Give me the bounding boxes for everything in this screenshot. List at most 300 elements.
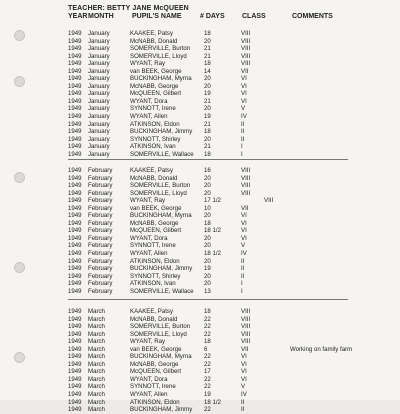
- cell-year: 1949: [68, 143, 82, 151]
- cell-days: 18: [204, 60, 211, 68]
- cell-class: VI: [241, 234, 247, 242]
- cell-year: 1949: [68, 257, 82, 265]
- cell-pupil-name: van BEEK, George: [130, 345, 182, 353]
- cell-year: 1949: [68, 234, 82, 242]
- cell-pupil-name: WYANT, Ray: [130, 60, 166, 68]
- cell-month: February: [88, 167, 113, 174]
- table-row: [68, 235, 388, 243]
- table-row: [68, 338, 388, 346]
- col-year: YEAR: [68, 13, 88, 20]
- cell-pupil-name: SOMERVILLE, Wallace: [130, 287, 194, 295]
- cell-days: 19: [204, 265, 211, 273]
- cell-month: February: [88, 250, 113, 258]
- cell-class: VI: [241, 75, 247, 83]
- cell-class: VIII: [241, 189, 251, 197]
- cell-month: March: [88, 338, 105, 346]
- table-row: [68, 90, 388, 98]
- cell-year: 1949: [68, 45, 82, 53]
- cell-class: VI: [241, 360, 247, 368]
- cell-year: 1949: [68, 135, 82, 143]
- cell-days: 20: [204, 182, 211, 190]
- cell-month: February: [88, 204, 113, 212]
- cell-days: 18: [204, 128, 211, 136]
- table-row: [68, 167, 388, 175]
- cell-days: 18: [204, 150, 211, 158]
- month-block: [68, 308, 388, 414]
- cell-month: March: [88, 368, 105, 376]
- cell-year: 1949: [68, 150, 82, 158]
- cell-pupil-name: SOMERVILLE, Lloyd: [130, 52, 187, 60]
- cell-pupil-name: ATKINSON, Eldon: [130, 398, 180, 406]
- cell-class: VII: [241, 204, 249, 212]
- cell-class: V: [241, 105, 246, 113]
- cell-year: 1949: [68, 167, 82, 174]
- col-class: CLASS: [242, 13, 266, 20]
- cell-days: 21: [204, 143, 211, 151]
- cell-month: January: [88, 105, 110, 113]
- cell-pupil-name: ATKINSON, Ivan: [130, 280, 176, 288]
- cell-year: 1949: [68, 308, 82, 315]
- cell-days: 16: [204, 167, 211, 174]
- table-row: [68, 220, 388, 228]
- cell-class: VIII: [241, 174, 251, 182]
- month-block: [68, 167, 388, 295]
- cell-class: VI: [241, 97, 247, 105]
- table-row: [68, 227, 388, 235]
- cell-class: VIII: [241, 30, 251, 37]
- table-row: [68, 258, 388, 266]
- cell-class: VIII: [241, 308, 251, 315]
- table-row: [68, 105, 388, 113]
- cell-class: II: [241, 128, 245, 136]
- cell-year: 1949: [68, 113, 82, 121]
- cell-year: 1949: [68, 280, 82, 288]
- table-row: [68, 242, 388, 250]
- cell-days: 20: [204, 82, 211, 90]
- cell-days: 22: [204, 406, 211, 414]
- cell-comment: Working on family farm: [290, 345, 353, 353]
- cell-days: 17: [204, 368, 211, 376]
- table-row: [68, 75, 388, 83]
- cell-month: March: [88, 391, 105, 399]
- cell-month: January: [88, 30, 110, 37]
- cell-pupil-name: SYNNOTT, Irene: [130, 383, 176, 391]
- table-row: [68, 265, 388, 273]
- table-row: [68, 143, 388, 151]
- cell-year: 1949: [68, 227, 82, 235]
- cell-pupil-name: WYANT, Allen: [130, 250, 168, 258]
- cell-year: 1949: [68, 345, 82, 353]
- cell-year: 1949: [68, 272, 82, 280]
- table-row: [68, 98, 388, 106]
- table-row: [68, 383, 388, 391]
- table-row: [68, 316, 388, 324]
- table-row: [68, 53, 388, 61]
- cell-month: February: [88, 174, 113, 182]
- cell-month: January: [88, 128, 110, 136]
- cell-pupil-name: BUCKINGHAM, Jimmy: [130, 128, 193, 136]
- cell-year: 1949: [68, 391, 82, 399]
- cell-days: 22: [204, 360, 211, 368]
- cell-class: VIII: [241, 323, 251, 331]
- cell-year: 1949: [68, 120, 82, 128]
- cell-pupil-name: BUCKINGHAM, Myrna: [130, 75, 192, 83]
- table-row: [68, 288, 388, 296]
- cell-class: I: [241, 143, 243, 151]
- column-headers: [68, 13, 388, 22]
- cell-month: February: [88, 227, 113, 235]
- cell-class: VII: [241, 345, 249, 353]
- cell-year: 1949: [68, 204, 82, 212]
- cell-class: VIII: [241, 338, 251, 346]
- cell-days: 22: [204, 353, 211, 361]
- table-row: [68, 212, 388, 220]
- cell-year: 1949: [68, 30, 82, 37]
- cell-class: II: [241, 265, 245, 273]
- cell-month: February: [88, 197, 113, 205]
- cell-pupil-name: WYANT, Allen: [130, 113, 168, 121]
- cell-month: March: [88, 406, 105, 414]
- cell-class: II: [241, 120, 245, 128]
- cell-days: 6: [204, 345, 208, 353]
- cell-pupil-name: SOMERVILLE, Burton: [130, 323, 191, 331]
- cell-class: VI: [241, 368, 247, 376]
- cell-days: 18 1/2: [204, 227, 221, 235]
- table-row: [68, 136, 388, 144]
- cell-pupil-name: McNABB, Donald: [130, 174, 178, 182]
- cell-year: 1949: [68, 67, 82, 75]
- cell-pupil-name: WYANT, Dora: [130, 234, 168, 242]
- cell-month: January: [88, 60, 110, 68]
- col-comments: COMMENTS: [292, 13, 333, 20]
- cell-pupil-name: SOMERVILLE, Burton: [130, 45, 191, 53]
- cell-pupil-name: McNABB, George: [130, 82, 179, 90]
- cell-year: 1949: [68, 82, 82, 90]
- cell-month: March: [88, 353, 105, 361]
- cell-class: VIII: [241, 315, 251, 323]
- cell-month: January: [88, 150, 110, 158]
- cell-month: January: [88, 52, 110, 60]
- cell-month: March: [88, 398, 105, 406]
- cell-year: 1949: [68, 338, 82, 346]
- month-separator: [68, 299, 348, 300]
- cell-class: VIII: [241, 52, 251, 60]
- cell-pupil-name: KAAKEE, Patsy: [130, 30, 174, 37]
- cell-class: V: [241, 383, 246, 391]
- table-row: [68, 368, 388, 376]
- cell-class: II: [241, 135, 245, 143]
- cell-month: January: [88, 97, 110, 105]
- cell-days: 22: [204, 383, 211, 391]
- table-row: [68, 205, 388, 213]
- cell-month: February: [88, 189, 113, 197]
- binder-hole-icon: [14, 76, 25, 87]
- binder-hole-icon: [14, 352, 25, 363]
- table-row: [68, 250, 388, 258]
- cell-year: 1949: [68, 60, 82, 68]
- table-row: [68, 308, 388, 316]
- cell-pupil-name: WYANT, Allen: [130, 391, 168, 399]
- cell-pupil-name: van BEEK, George: [130, 204, 182, 212]
- cell-month: January: [88, 143, 110, 151]
- table-row: [68, 182, 388, 190]
- col-pupil: PUPIL'S NAME: [132, 13, 182, 20]
- cell-pupil-name: WYANT, Ray: [130, 197, 166, 205]
- month-block: [68, 30, 388, 158]
- cell-year: 1949: [68, 368, 82, 376]
- cell-class: II: [241, 398, 245, 406]
- binder-holes: [14, 0, 26, 400]
- cell-class: VI: [241, 227, 247, 235]
- cell-days: 20: [204, 105, 211, 113]
- cell-class: VIII: [241, 60, 251, 68]
- cell-month: March: [88, 330, 105, 338]
- cell-pupil-name: van BEEK, George: [130, 67, 182, 75]
- cell-days: 22: [204, 323, 211, 331]
- cell-class: IV: [241, 250, 247, 258]
- cell-days: 18: [204, 338, 211, 346]
- cell-month: March: [88, 360, 105, 368]
- table-row: [68, 128, 388, 136]
- cell-pupil-name: McNABB, George: [130, 360, 179, 368]
- table-row: [68, 175, 388, 183]
- cell-month: January: [88, 67, 110, 75]
- cell-pupil-name: BUCKINGHAM, Jimmy: [130, 265, 193, 273]
- table-row: [68, 113, 388, 121]
- cell-days: 21: [204, 120, 211, 128]
- cell-days: 20: [204, 75, 211, 83]
- cell-days: 20: [204, 242, 211, 250]
- cell-year: 1949: [68, 250, 82, 258]
- cell-pupil-name: McQUEEN, Gilbert: [130, 227, 182, 235]
- binder-hole-icon: [14, 30, 25, 41]
- cell-month: February: [88, 182, 113, 190]
- cell-class: VI: [241, 212, 247, 220]
- cell-month: January: [88, 90, 110, 98]
- cell-days: 14: [204, 67, 211, 75]
- cell-month: January: [88, 113, 110, 121]
- cell-pupil-name: SOMERVILLE, Lloyd: [130, 330, 187, 338]
- cell-year: 1949: [68, 90, 82, 98]
- cell-month: January: [88, 82, 110, 90]
- cell-year: 1949: [68, 52, 82, 60]
- table-row: [68, 151, 388, 159]
- cell-pupil-name: McNABB, Donald: [130, 315, 178, 323]
- cell-month: January: [88, 45, 110, 53]
- cell-year: 1949: [68, 197, 82, 205]
- cell-class: IV: [241, 113, 247, 121]
- cell-pupil-name: WYANT, Dora: [130, 97, 168, 105]
- cell-class: IV: [241, 391, 247, 399]
- cell-days: 17 1/2: [204, 197, 221, 205]
- cell-pupil-name: SOMERVILLE, Lloyd: [130, 189, 187, 197]
- col-month: MONTH: [88, 13, 114, 20]
- cell-year: 1949: [68, 212, 82, 220]
- cell-pupil-name: WYANT, Dora: [130, 375, 168, 383]
- cell-year: 1949: [68, 383, 82, 391]
- cell-days: 18: [204, 308, 211, 315]
- cell-month: March: [88, 345, 105, 353]
- table-row: [68, 406, 388, 414]
- cell-month: February: [88, 272, 113, 280]
- cell-month: January: [88, 120, 110, 128]
- table-row: [68, 323, 388, 331]
- cell-year: 1949: [68, 353, 82, 361]
- cell-month: January: [88, 75, 110, 83]
- cell-days: 22: [204, 315, 211, 323]
- cell-pupil-name: McQUEEN, Gilbert: [130, 90, 182, 98]
- cell-pupil-name: BUCKINGHAM, Myrna: [130, 353, 192, 361]
- teacher-name: TEACHER: BETTY JANE McQUEEN: [68, 5, 189, 12]
- cell-days: 18: [204, 219, 211, 227]
- cell-days: 20: [204, 212, 211, 220]
- cell-days: 21: [204, 52, 211, 60]
- cell-pupil-name: SYNNOTT, Shirley: [130, 135, 181, 143]
- cell-month: February: [88, 219, 113, 227]
- cell-pupil-name: SYNNOTT, Irene: [130, 242, 176, 250]
- cell-year: 1949: [68, 174, 82, 182]
- cell-class: VIII: [241, 37, 251, 45]
- cell-days: 20: [204, 37, 211, 45]
- cell-days: 18: [204, 30, 211, 37]
- cell-days: 19: [204, 391, 211, 399]
- binder-hole-icon: [14, 172, 25, 183]
- cell-class: II: [241, 406, 245, 414]
- table-row: [68, 121, 388, 129]
- cell-year: 1949: [68, 242, 82, 250]
- cell-class: II: [241, 257, 245, 265]
- cell-days: 20: [204, 135, 211, 143]
- cell-month: March: [88, 315, 105, 323]
- cell-pupil-name: ATKINSON, Ivan: [130, 143, 176, 151]
- sheet-header: [68, 5, 388, 22]
- cell-class: I: [241, 287, 243, 295]
- cell-month: February: [88, 212, 113, 220]
- cell-month: March: [88, 308, 105, 315]
- cell-class: VI: [241, 82, 247, 90]
- cell-days: 10: [204, 204, 211, 212]
- cell-days: 22: [204, 375, 211, 383]
- cell-year: 1949: [68, 182, 82, 190]
- cell-year: 1949: [68, 189, 82, 197]
- cell-month: February: [88, 257, 113, 265]
- cell-month: February: [88, 265, 113, 273]
- cell-days: 20: [204, 272, 211, 280]
- table-row: [68, 331, 388, 339]
- cell-class: VIII: [241, 45, 251, 53]
- cell-days: 18 1/2: [204, 398, 221, 406]
- cell-pupil-name: SOMERVILLE, Wallace: [130, 150, 194, 158]
- cell-days: 20: [204, 280, 211, 288]
- table-row: [68, 190, 388, 198]
- cell-year: 1949: [68, 287, 82, 295]
- cell-pupil-name: WYANT, Ray: [130, 338, 166, 346]
- cell-pupil-name: BUCKINGHAM, Myrna: [130, 212, 192, 220]
- cell-month: March: [88, 383, 105, 391]
- cell-year: 1949: [68, 265, 82, 273]
- cell-days: 22: [204, 330, 211, 338]
- cell-year: 1949: [68, 323, 82, 331]
- cell-class: VII: [241, 67, 249, 75]
- cell-pupil-name: BUCKINGHAM, Jimmy: [130, 406, 193, 414]
- cell-year: 1949: [68, 105, 82, 113]
- cell-pupil-name: SOMERVILLE, Burton: [130, 182, 191, 190]
- cell-month: January: [88, 37, 110, 45]
- table-row: [68, 376, 388, 384]
- cell-year: 1949: [68, 75, 82, 83]
- cell-month: March: [88, 375, 105, 383]
- cell-days: 21: [204, 45, 211, 53]
- table-row: [68, 30, 388, 38]
- cell-days: 20: [204, 174, 211, 182]
- cell-pupil-name: ATKINSON, Eldon: [130, 120, 180, 128]
- cell-class: VI: [241, 219, 247, 227]
- month-separator: [68, 159, 348, 160]
- cell-class: II: [241, 272, 245, 280]
- cell-days: 19: [204, 113, 211, 121]
- cell-class: VIII: [241, 182, 251, 190]
- cell-pupil-name: KAAKEE, Patsy: [130, 167, 174, 174]
- cell-days: 18 1/2: [204, 250, 221, 258]
- cell-days: 13: [204, 287, 211, 295]
- cell-year: 1949: [68, 97, 82, 105]
- cell-class: I: [241, 280, 243, 288]
- table-row: [68, 391, 388, 399]
- cell-days: 19: [204, 90, 211, 98]
- table-row: [68, 273, 388, 281]
- cell-pupil-name: SYNNOTT, Shirley: [130, 272, 181, 280]
- cell-class: VI: [241, 90, 247, 98]
- cell-month: February: [88, 280, 113, 288]
- cell-year: 1949: [68, 37, 82, 45]
- cell-pupil-name: McNABB, Donald: [130, 37, 178, 45]
- cell-month: January: [88, 135, 110, 143]
- table-row: [68, 60, 388, 68]
- table-row: [68, 45, 388, 53]
- binder-hole-icon: [14, 262, 25, 273]
- table-row: [68, 361, 388, 369]
- cell-class: VI: [241, 353, 247, 361]
- cell-pupil-name: McNABB, George: [130, 219, 179, 227]
- cell-class: VIII: [241, 330, 251, 338]
- cell-month: February: [88, 234, 113, 242]
- cell-days: 21: [204, 97, 211, 105]
- cell-class: VI: [241, 375, 247, 383]
- cell-days: 20: [204, 234, 211, 242]
- cell-month: February: [88, 287, 113, 295]
- cell-year: 1949: [68, 315, 82, 323]
- cell-comment: VIII: [264, 197, 274, 205]
- cell-class: V: [241, 242, 246, 250]
- cell-year: 1949: [68, 360, 82, 368]
- cell-year: 1949: [68, 128, 82, 136]
- cell-year: 1949: [68, 398, 82, 406]
- cell-year: 1949: [68, 219, 82, 227]
- cell-days: 20: [204, 257, 211, 265]
- table-row: [68, 197, 388, 205]
- cell-month: February: [88, 242, 113, 250]
- col-days: # DAYS: [200, 13, 225, 20]
- table-row: [68, 346, 388, 354]
- cell-class: VIII: [241, 167, 251, 174]
- cell-month: March: [88, 323, 105, 331]
- table-row: [68, 353, 388, 361]
- cell-year: 1949: [68, 330, 82, 338]
- cell-days: 20: [204, 189, 211, 197]
- cell-year: 1949: [68, 375, 82, 383]
- cell-pupil-name: KAAKEE, Patsy: [130, 308, 174, 315]
- table-row: [68, 38, 388, 46]
